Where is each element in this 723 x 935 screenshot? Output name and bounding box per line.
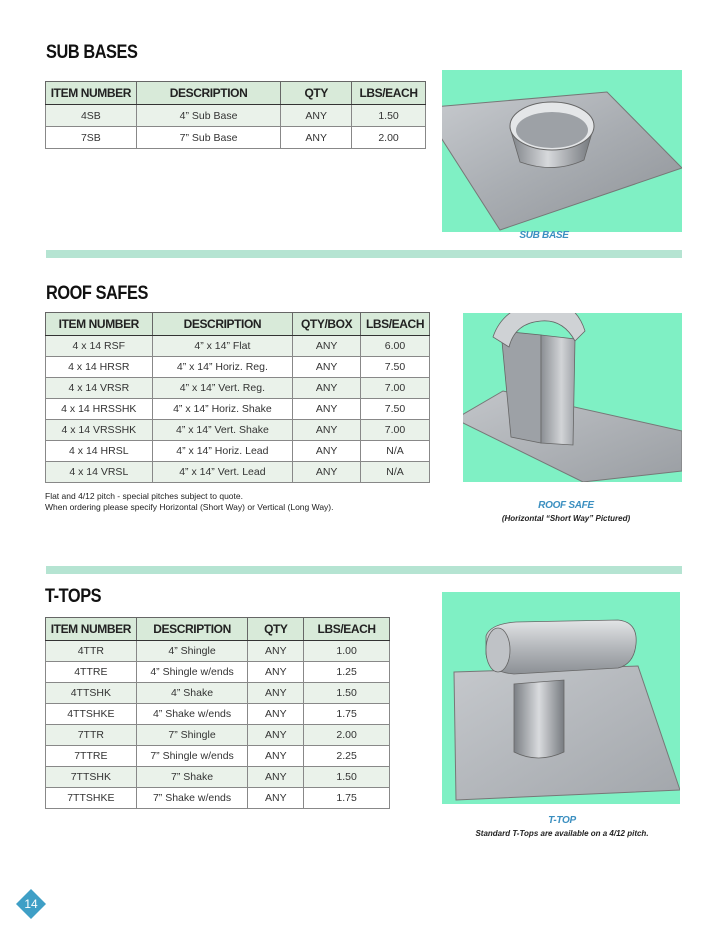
table-cell: ANY	[281, 105, 352, 127]
column-header: QTY	[281, 82, 352, 105]
table-cell: 4 x 14 VRSR	[46, 378, 153, 399]
table-row	[46, 357, 430, 378]
table-cell: 7” Shake w/ends	[136, 788, 248, 809]
table-cell: 4 x 14 VRSSHK	[46, 420, 153, 441]
column-header: QTY	[248, 618, 304, 641]
table-cell: 4” Shingle	[136, 641, 248, 662]
table-cell: ANY	[293, 336, 361, 357]
table-row	[46, 105, 426, 127]
table-cell: 1.00	[304, 641, 390, 662]
table-cell: ANY	[248, 662, 304, 683]
table-cell: 4TTR	[46, 641, 137, 662]
sub-base-caption: SUB BASE	[519, 230, 569, 241]
section-divider	[46, 250, 682, 258]
table-cell: 7TTSHKE	[46, 788, 137, 809]
table-cell: ANY	[293, 378, 361, 399]
table-cell: 4” Shake w/ends	[136, 704, 248, 725]
table-cell: 4TTSHK	[46, 683, 137, 704]
table-cell: ANY	[248, 725, 304, 746]
table-row	[46, 704, 390, 725]
table-header-row	[46, 82, 426, 105]
table-cell: 7TTSHK	[46, 767, 137, 788]
sub-bases-table	[45, 81, 426, 149]
table-cell: 1.50	[304, 683, 390, 704]
roof-safes-table	[45, 312, 430, 483]
table-cell: 7” Sub Base	[136, 127, 281, 149]
table-cell: 4 x 14 HRSSHK	[46, 399, 153, 420]
table-row	[46, 420, 430, 441]
column-header: ITEM NUMBER	[46, 618, 137, 641]
table-cell: 7TTR	[46, 725, 137, 746]
table-cell: 4TTRE	[46, 662, 137, 683]
table-cell: 7” Shingle	[136, 725, 248, 746]
table-cell: ANY	[293, 420, 361, 441]
table-cell: 7TTRE	[46, 746, 137, 767]
table-cell: 4SB	[46, 105, 137, 127]
table-cell: 7SB	[46, 127, 137, 149]
sub-base-illustration	[442, 70, 682, 232]
table-row	[46, 127, 426, 149]
column-header: DESCRIPTION	[136, 82, 281, 105]
table-cell: 7” Shake	[136, 767, 248, 788]
table-row	[46, 441, 430, 462]
table-cell: 4” x 14” Horiz. Shake	[152, 399, 293, 420]
table-row	[46, 683, 390, 704]
table-cell: ANY	[248, 641, 304, 662]
table-cell: 1.50	[304, 767, 390, 788]
note-line: When ordering please specify Horizontal (Short Way) or Vertical (Long Way).	[45, 502, 334, 512]
column-header: DESCRIPTION	[152, 313, 293, 336]
t-top-subcaption: Standard T-Tops are available on a 4/12 pitch.	[475, 829, 649, 838]
table-cell: 1.75	[304, 788, 390, 809]
roof-safes-note	[45, 491, 435, 513]
table-cell: 7.50	[361, 357, 430, 378]
table-cell: 4 x 14 HRSL	[46, 441, 153, 462]
table-cell: 1.50	[352, 105, 426, 127]
table-cell: 7” Shingle w/ends	[136, 746, 248, 767]
table-cell: ANY	[248, 788, 304, 809]
table-header-row	[46, 313, 430, 336]
table-cell: 2.00	[304, 725, 390, 746]
table-cell: 4” x 14” Horiz. Lead	[152, 441, 293, 462]
table-cell: ANY	[293, 462, 361, 483]
table-cell: 4” Shake	[136, 683, 248, 704]
table-cell: 6.00	[361, 336, 430, 357]
table-row	[46, 767, 390, 788]
column-header: DESCRIPTION	[136, 618, 248, 641]
table-cell: N/A	[361, 441, 430, 462]
table-cell: ANY	[248, 746, 304, 767]
table-cell: 1.25	[304, 662, 390, 683]
table-row	[46, 336, 430, 357]
table-cell: 4” Shingle w/ends	[136, 662, 248, 683]
table-row	[46, 399, 430, 420]
column-header: LBS/EACH	[352, 82, 426, 105]
column-header: LBS/EACH	[304, 618, 390, 641]
section-divider	[46, 566, 682, 574]
table-cell: 4TTSHKE	[46, 704, 137, 725]
page-number: 14	[24, 897, 38, 911]
table-cell: 4 x 14 VRSL	[46, 462, 153, 483]
table-cell: 2.00	[352, 127, 426, 149]
t-top-illustration	[442, 592, 680, 804]
table-row	[46, 788, 390, 809]
table-cell: 1.75	[304, 704, 390, 725]
table-cell: 7.00	[361, 378, 430, 399]
table-row	[46, 462, 430, 483]
table-cell: 4” x 14” Vert. Lead	[152, 462, 293, 483]
roof-safe-caption: ROOF SAFE	[538, 500, 594, 511]
table-cell: ANY	[248, 704, 304, 725]
table-row	[46, 662, 390, 683]
table-row	[46, 746, 390, 767]
table-cell: N/A	[361, 462, 430, 483]
table-cell: ANY	[293, 399, 361, 420]
roof-safe-subcaption: (Horizontal “Short Way” Pictured)	[501, 514, 631, 523]
table-cell: 7.00	[361, 420, 430, 441]
table-cell: 4” Sub Base	[136, 105, 281, 127]
t-top-photo	[442, 592, 680, 804]
table-cell: 4 x 14 RSF	[46, 336, 153, 357]
t-top-caption: T-TOP	[548, 815, 576, 826]
table-cell: 4” x 14” Flat	[152, 336, 293, 357]
table-cell: 4” x 14” Vert. Reg.	[152, 378, 293, 399]
table-cell: 7.50	[361, 399, 430, 420]
table-cell: 4 x 14 HRSR	[46, 357, 153, 378]
table-cell: ANY	[248, 683, 304, 704]
page-number-badge	[16, 889, 46, 919]
sub-bases-title: SUB BASES	[46, 42, 138, 63]
roof-safes-title: ROOF SAFES	[46, 283, 148, 304]
roof-safe-photo	[463, 313, 682, 482]
roof-safe-illustration	[463, 313, 682, 482]
column-header: ITEM NUMBER	[46, 82, 137, 105]
table-row	[46, 641, 390, 662]
t-tops-title: T-TOPS	[45, 586, 102, 607]
table-row	[46, 378, 430, 399]
table-cell: ANY	[293, 357, 361, 378]
t-tops-table	[45, 617, 390, 809]
sub-base-photo	[442, 70, 682, 232]
table-cell: ANY	[281, 127, 352, 149]
table-header-row	[46, 618, 390, 641]
table-cell: 4” x 14” Vert. Shake	[152, 420, 293, 441]
column-header: LBS/EACH	[361, 313, 430, 336]
column-header: QTY/BOX	[293, 313, 361, 336]
table-cell: 2.25	[304, 746, 390, 767]
column-header: ITEM NUMBER	[46, 313, 153, 336]
table-cell: 4” x 14” Horiz. Reg.	[152, 357, 293, 378]
table-cell: ANY	[248, 767, 304, 788]
table-cell: ANY	[293, 441, 361, 462]
note-line: Flat and 4/12 pitch - special pitches subject to quote.	[45, 491, 243, 501]
table-row	[46, 725, 390, 746]
